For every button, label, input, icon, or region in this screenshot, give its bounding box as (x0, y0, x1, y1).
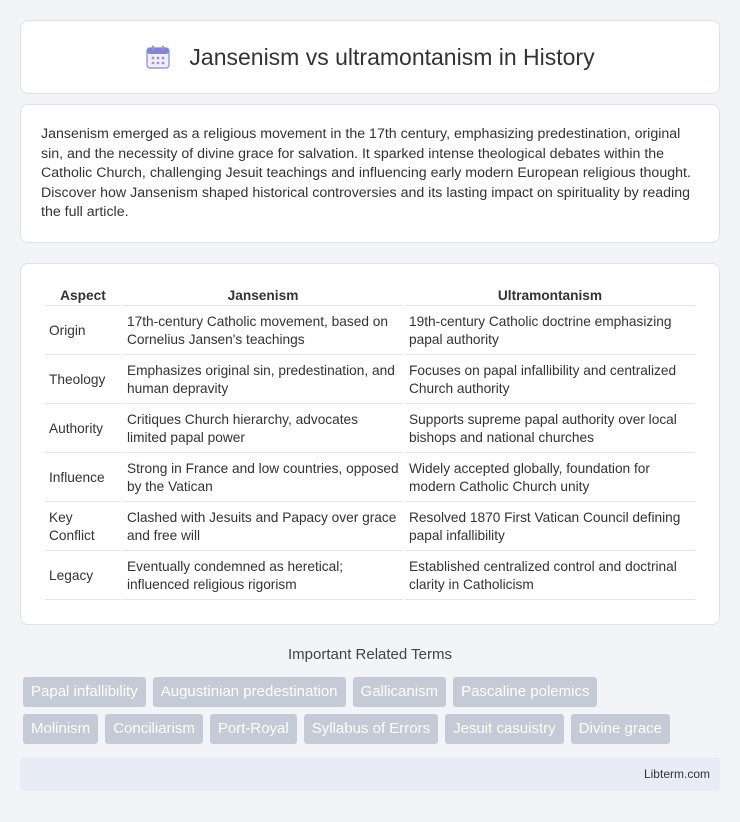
tag-gallicanism[interactable]: Gallicanism (353, 677, 447, 707)
ultramontanism-cell: Supports supreme papal authority over local bishops and national churches (405, 406, 695, 453)
table-row (45, 455, 695, 502)
tag-papal-infallibility[interactable]: Papal infallibility (23, 677, 146, 707)
intro-card (20, 104, 720, 243)
ultramontanism-cell: Established centralized control and doctrinal clarity in Catholicism (405, 553, 695, 600)
page-title: Jansenism vs ultramontanism in History (189, 43, 595, 70)
footer-link[interactable]: Libterm.com (643, 767, 710, 781)
aspect-cell: Authority (45, 406, 121, 453)
table-row (45, 357, 695, 404)
comparison-table (43, 284, 697, 602)
table-row (45, 553, 695, 600)
header-aspect: Aspect (45, 286, 121, 306)
tag-syllabus-of-errors[interactable]: Syllabus of Errors (304, 714, 438, 744)
jansenism-cell: Eventually condemned as heretical; influenced religious rigorism (123, 553, 403, 600)
related-terms (23, 677, 723, 751)
aspect-cell: Origin (45, 308, 121, 355)
header-card (20, 20, 720, 94)
ultramontanism-cell: Widely accepted globally, foundation for modern Catholic Church unity (405, 455, 695, 502)
tag-port-royal[interactable]: Port-Royal (210, 714, 297, 744)
aspect-cell: Key Conflict (45, 504, 121, 551)
jansenism-cell: Emphasizes original sin, predestination, and human depravity (123, 357, 403, 404)
table-header-row (45, 286, 695, 306)
jansenism-cell: Critiques Church hierarchy, advocates limited papal power (123, 406, 403, 453)
footer (20, 757, 720, 791)
tag-divine-grace[interactable]: Divine grace (571, 714, 670, 744)
related-terms-title: Important Related Terms (288, 646, 452, 663)
jansenism-cell: Strong in France and low countries, opposed by the Vatican (123, 455, 403, 502)
tag-row (23, 714, 723, 744)
header-jansenism: Jansenism (123, 286, 403, 306)
ultramontanism-cell: Focuses on papal infallibility and centralized Church authority (405, 357, 695, 404)
ultramontanism-cell: Resolved 1870 First Vatican Council defining papal infallibility (405, 504, 695, 551)
comparison-card (20, 263, 720, 625)
tag-row (23, 677, 723, 707)
calendar-icon (145, 44, 171, 70)
tag-pascaline-polemics[interactable]: Pascaline polemics (453, 677, 597, 707)
jansenism-cell: Clashed with Jesuits and Papacy over grace and free will (123, 504, 403, 551)
aspect-cell: Influence (45, 455, 121, 502)
jansenism-cell: 17th-century Catholic movement, based on Cornelius Jansen's teachings (123, 308, 403, 355)
tag-augustinian-predestination[interactable]: Augustinian predestination (153, 677, 346, 707)
tag-conciliarism[interactable]: Conciliarism (105, 714, 203, 744)
header-ultramontanism: Ultramontanism (405, 286, 695, 306)
table-row (45, 504, 695, 551)
aspect-cell: Theology (45, 357, 121, 404)
aspect-cell: Legacy (45, 553, 121, 600)
table-row (45, 308, 695, 355)
tag-jesuit-casuistry[interactable]: Jesuit casuistry (445, 714, 564, 744)
tag-molinism[interactable]: Molinism (23, 714, 98, 744)
title-wrap (145, 44, 594, 71)
intro-text: Jansenism emerged as a religious movement in the 17th century, emphasizing predestination, original sin, and the necessity of divine grace for salvation. It sparked intense theological debates within the Catholic Church, challenging Jesuit teachings and influencing early modern European religious thought. Discover how Jansenism shaped historical controversies and its lasting impact on spirituality by reading the full article. (41, 126, 691, 221)
table-row (45, 406, 695, 453)
ultramontanism-cell: 19th-century Catholic doctrine emphasizing papal authority (405, 308, 695, 355)
